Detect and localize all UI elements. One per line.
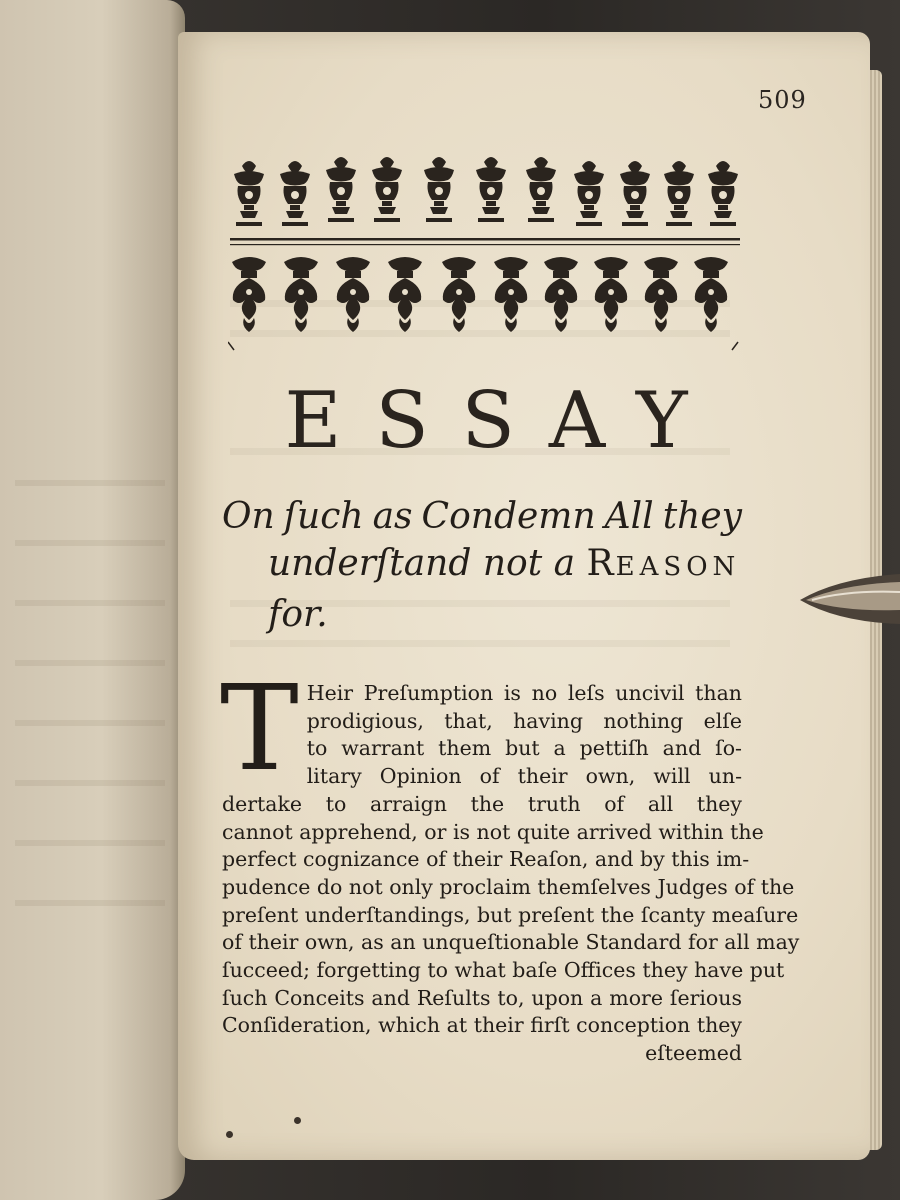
text-line: to warrant them but a pettiſh and ſo- [306, 736, 742, 761]
stain-dot [294, 1117, 301, 1124]
text-line: litary Opinion of their own, will un- [306, 764, 742, 789]
text-line: pudence do not only proclaim themſelves Judges of the [222, 874, 795, 899]
facing-page [0, 0, 185, 1200]
text-line: cannot apprehend, or is not quite arrived within the [222, 819, 764, 844]
text-line: dertake to arraign the truth of all they [222, 791, 742, 816]
text-line: ſuch Conceits and Reſults to, upon a more ſerious [222, 985, 742, 1010]
essay-subtitle [222, 493, 742, 638]
catchword: eſteemed [645, 1041, 742, 1066]
text-line: of their own, as an unqueſtionable Standard for all may [222, 930, 800, 955]
text-line: preſent underſtandings, but preſent the ſcanty meaſure [222, 902, 799, 927]
subtitle-line-3: for. [268, 594, 328, 635]
essay-title: ESSAY [284, 376, 722, 466]
text-line: ſucceed; forgetting to what baſe Offices they have put [222, 958, 785, 983]
page-clip-icon [798, 570, 900, 628]
stain-dot [226, 1131, 233, 1138]
essay-body [220, 659, 800, 1068]
text-line: prodigious, that, having nothing elſe [306, 708, 742, 733]
subtitle-line-1: On ſuch as Condemn All they [222, 496, 742, 537]
page-number: 509 [758, 86, 807, 114]
text-line: Conſideration, which at their firſt conception they [222, 1013, 742, 1038]
drop-cap: T [220, 659, 299, 797]
text-line: perfect cognizance of their Reaſon, and by this im- [222, 847, 750, 872]
text-line: Heir Preſumption is no leſs uncivil than [306, 681, 742, 705]
ornamental-headpiece [228, 152, 744, 357]
subtitle-line-2: underſtand not a REASON [268, 543, 741, 584]
